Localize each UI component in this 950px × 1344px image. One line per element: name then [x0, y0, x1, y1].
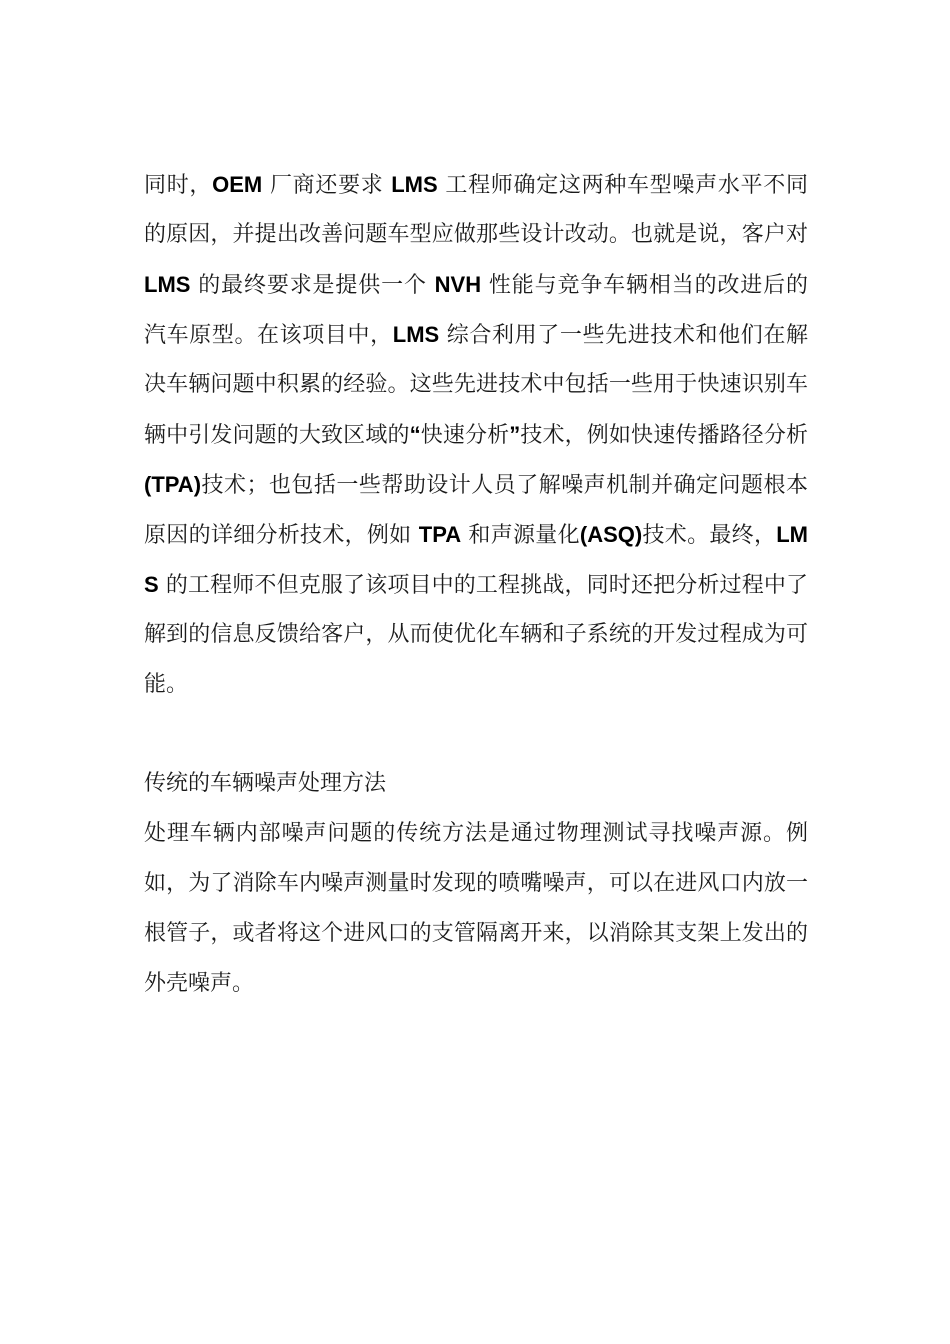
text-run: 决车辆问题中积累的经验。这些先进技术中包括一些用于快速识别车: [144, 372, 808, 397]
text-run: 同时，: [144, 173, 213, 198]
text-run: 外壳噪声。: [144, 971, 255, 996]
text-run: 解到的信息反馈给客户，从而使优化车辆和子系统的开发过程成为可: [144, 622, 808, 647]
bold-run: (ASQ): [579, 522, 643, 547]
bold-run: OEM: [212, 172, 263, 197]
text-run: 根管子，或者将这个进风口的支管隔离开来，以消除其支架上发出的: [144, 921, 808, 946]
text-run: 的工程师不但克服了该项目中的工程挑战，同时还把分析过程中了: [158, 573, 808, 598]
bold-run: LM: [776, 522, 808, 547]
bold-run: TPA: [418, 522, 462, 547]
text-run: 综合利用了一些先进技术和他们在解: [439, 323, 808, 348]
text-run: 和声源量化: [461, 523, 580, 548]
text-run: 技术，例如快速传播路径分析: [520, 423, 808, 448]
text-line: [144, 365, 808, 405]
text-run: 的原因，并提出改善问题车型应做那些设计改动。也就是说，客户对: [144, 222, 808, 247]
text-run: 汽车原型。在该项目中，: [144, 323, 393, 348]
text-line: [144, 964, 254, 1004]
bold-run: ”: [509, 422, 521, 447]
text-run: 工程师确定这两种车型噪声水平不同: [437, 173, 808, 198]
text-line: [144, 814, 808, 854]
text-line: [144, 665, 188, 705]
text-run: 原因的详细分析技术，例如: [144, 523, 419, 548]
text-run: 厂商还要求: [262, 173, 392, 198]
text-line: [144, 864, 808, 904]
text-run: 能。: [144, 672, 189, 697]
text-run: 处理车辆内部噪声问题的传统方法是通过物理测试寻找噪声源。例: [144, 821, 808, 846]
section-heading: 传统的车辆噪声处理方法: [144, 771, 387, 796]
text-run: 如，为了消除车内噪声测量时发现的喷嘴噪声，可以在进风口内放一: [144, 871, 808, 896]
bold-run: LMS: [391, 172, 438, 197]
text-run: 技术。最终，: [642, 523, 777, 548]
text-line: [144, 265, 808, 305]
text-run: 的最终要求是提供一个: [190, 273, 435, 298]
text-line: [144, 914, 808, 954]
text-run: 技术；也包括一些帮助设计人员了解噪声机制并确定问题根本: [201, 473, 808, 498]
bold-run: “: [409, 422, 421, 447]
bold-run: S: [144, 572, 159, 597]
text-line: [144, 165, 808, 205]
text-run: 辆中引发问题的大致区域的: [144, 423, 410, 448]
text-run: 快速分析: [420, 423, 510, 448]
text-line: [144, 315, 808, 355]
text-line: [144, 215, 808, 255]
text-line: [144, 515, 808, 555]
text-line: [144, 565, 808, 605]
text-run: 性能与竞争车辆相当的改进后的: [481, 273, 808, 298]
bold-run: LMS: [392, 322, 440, 347]
bold-run: LMS: [144, 272, 191, 297]
text-line: [144, 415, 808, 455]
bold-run: (TPA): [144, 472, 202, 497]
text-line: [144, 615, 808, 655]
bold-run: NVH: [434, 272, 482, 297]
text-line: [144, 465, 808, 505]
